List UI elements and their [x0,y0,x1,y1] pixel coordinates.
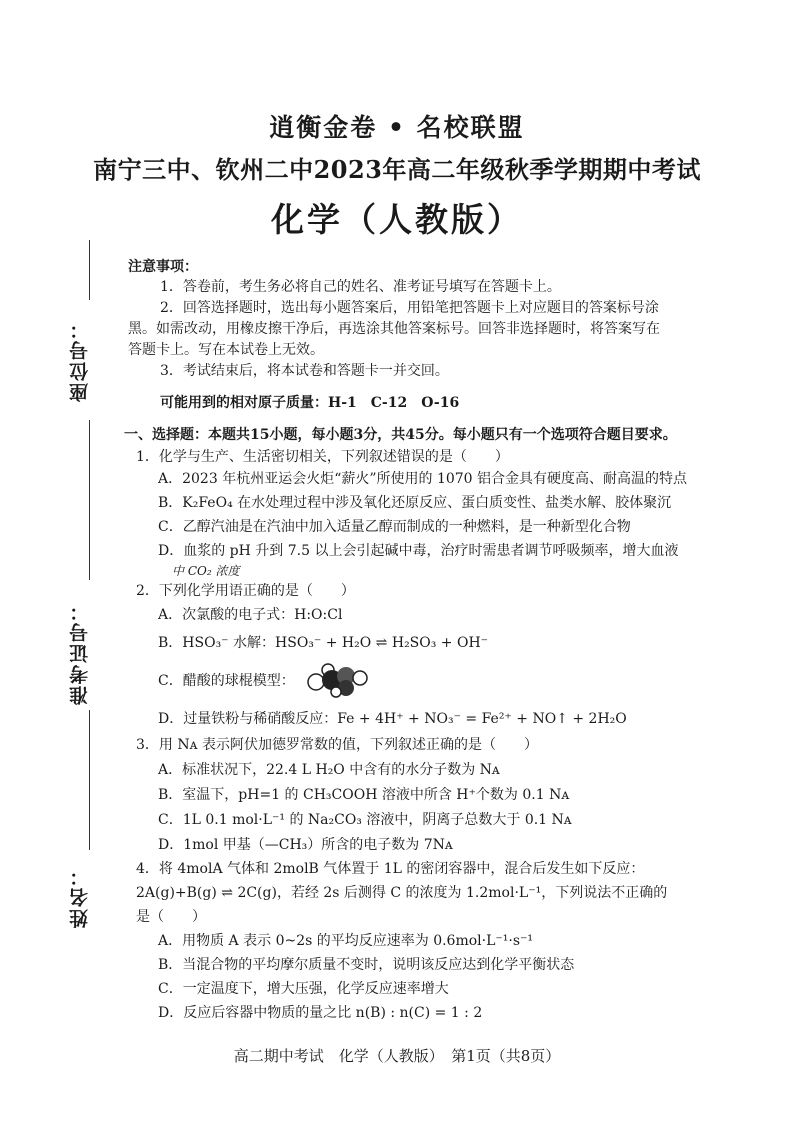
q2-stem: 2．下列化学用语正确的是（ ） [136,583,355,599]
q4-option-c: C．一定温度下，增大压强，化学反应速率增大 [158,981,449,997]
exam-content [124,0,750,1123]
q1-stem: 1．化学与生产、生活密切相关，下列叙述错误的是（ ） [136,449,509,465]
q4-option-d: D．反应后容器中物质的量之比 n(B) : n(C) = 1 : 2 [158,1005,483,1021]
page-footer: 高二期中考试 化学（人教版） 第1页（共8页） [233,1047,561,1065]
acetic-acid-ball-stick-model [306,658,372,698]
q1-option-d: D．血浆的 pH 升到 7.5 以上会引起碱中毒，治疗时需患者调节呼吸频率，增大血液 [158,543,679,559]
seat-line [89,240,90,300]
q2-option-d: D．过量铁粉与稀硝酸反应：Fe + 4H⁺ + NO₃⁻ = Fe²⁺ + NO↑ + 2H₂O [158,711,627,727]
q2-option-a: A．次氯酸的电子式：H:O:Cl [158,607,343,623]
q3-stem: 3．用 Nᴀ 表示阿伏加德罗常数的值，下列叙述正确的是（ ） [136,737,538,753]
q3-option-c: C．1L 0.1 mol·L⁻¹ 的 Na₂CO₃ 溶液中，阴离子总数大于 0.1 Nᴀ [158,812,572,828]
note-2b: 黑。如需改动，用橡皮擦干净后，再选涂其他答案标号。回答非选择题时，将答案写在 [128,321,660,337]
section-1-heading: 一、选择题：本题共15小题，每小题3分，共45分。每小题只有一个选项符合题目要求。 [124,427,677,443]
exam-title: 南宁三中、钦州二中2023年高二年级秋季学期期中考试 [93,155,701,184]
atomic-mass: 可能用到的相对原子质量：H-1 C-12 O-16 [160,395,460,411]
note-2a: 2．回答选择题时，选出每小题答案后，用铅笔把答题卡上对应题目的答案标号涂 [160,300,659,316]
q3-option-d: D．1mol 甲基（—CH₃）所含的电子数为 7Nᴀ [158,837,453,853]
q1-option-a: A．2023 年杭州亚运会火炬“薪火”所使用的 1070 铝合金具有硬度高、耐高温的特点 [158,471,688,487]
exam-no-label: 准考证号： [69,600,91,705]
note-2c: 答题卡上。写在本试卷上无效。 [128,342,324,358]
name-line [89,710,90,850]
note-3: 3．考试结束后，将本试卷和答题卡一并交回。 [160,363,449,379]
q1-option-c: C．乙醇汽油是在汽油中加入适量乙醇而制成的一种燃料，是一种新型化合物 [158,519,631,535]
q3-option-b: B．室温下，pH=1 的 CH₃COOH 溶液中所含 H⁺个数为 0.1 Nᴀ [158,787,570,803]
name-label: 姓名： [69,865,91,928]
q4-option-b: B．当混合物的平均摩尔质量不变时，说明该反应达到化学平衡状态 [158,957,575,973]
q4-stem-3: 是（ ） [136,909,206,925]
q2-option-c: C．醋酸的球棍模型： [158,673,295,689]
q3-option-a: A．标准状况下，22.4 L H₂O 中含有的水分子数为 Nᴀ [158,762,500,778]
q1-option-b: B．K₂FeO₄ 在水处理过程中涉及氧化还原反应、蛋白质变性、盐类水解、胶体聚沉 [158,495,672,511]
q4-stem-2: 2A(g)+B(g) ⇌ 2C(g)，若经 2s 后测得 C 的浓度为 1.2mol·L⁻¹，下列说法不正确的 [136,885,668,901]
seat-label: 座位号： [69,318,91,402]
note-1: 1．答卷前，考生务必将自己的姓名、准考证号填写在答题卡上。 [160,279,561,295]
q4-option-a: A．用物质 A 表示 0~2s 的平均反应速率为 0.6mol·L⁻¹·s⁻¹ [158,933,534,949]
q4-stem-1: 4．将 4molA 气体和 2molB 气体置于 1L 的密闭容器中，混合后发生如下反应： [136,861,645,877]
q2-option-b: B．HSO₃⁻ 水解：HSO₃⁻ + H₂O ⇌ H₂SO₃ + OH⁻ [158,635,489,651]
notes-heading: 注意事项： [128,259,198,275]
subject-title: 化学（人教版） [271,200,523,239]
brand-title: 逍衡金卷 • 名校联盟 [269,113,525,142]
exam-no-line [89,420,90,580]
q1-option-d-cont: 中 CO₂ 浓度 [172,564,240,578]
